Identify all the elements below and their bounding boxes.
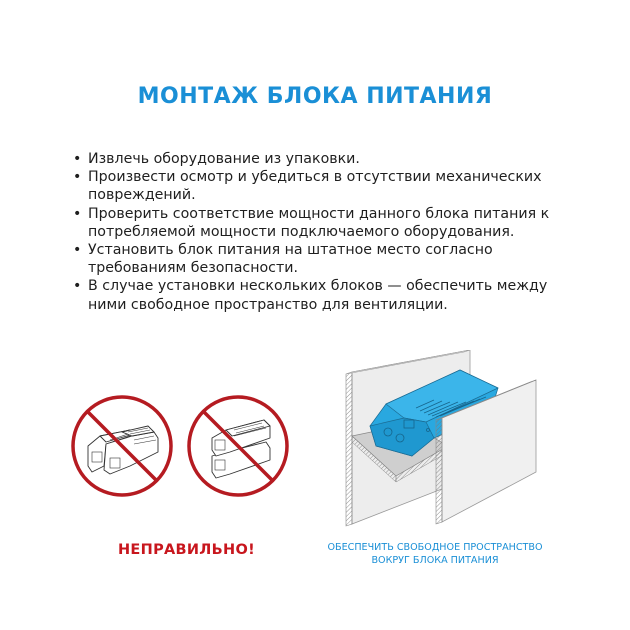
- page-title: МОНТАЖ БЛОКА ПИТАНИЯ: [137, 84, 493, 109]
- prohibited-stacked-icon: [186, 386, 290, 509]
- power-supply-mounted-icon: [330, 350, 550, 535]
- instruction-item: • Произвести осмотр и убедиться в отсутствии механических повреждений.: [72, 168, 562, 204]
- instruction-item: • Извлечь оборудование из упаковки.: [72, 150, 562, 168]
- instruction-list: [72, 150, 562, 314]
- correct-caption-line2: ВОКРУГ БЛОКА ПИТАНИЯ: [371, 555, 499, 566]
- instruction-item: • Проверить соответствие мощности данного блока питания к потребляемой мощности подключаемого оборудования.: [72, 205, 562, 241]
- prohibited-side-by-side-icon: [70, 386, 174, 509]
- correct-caption-line1: ОБЕСПЕЧИТЬ СВОБОДНОЕ ПРОСТРАНСТВО: [327, 542, 543, 553]
- correct-caption: [300, 541, 570, 567]
- wrong-label: НЕПРАВИЛЬНО!: [118, 542, 255, 558]
- instruction-item: • Установить блок питания на штатное место согласно требованиям безопасности.: [72, 241, 562, 277]
- instruction-item: • В случае установки нескольких блоков — обеспечить между ними свободное пространство для вентиляции.: [72, 277, 562, 313]
